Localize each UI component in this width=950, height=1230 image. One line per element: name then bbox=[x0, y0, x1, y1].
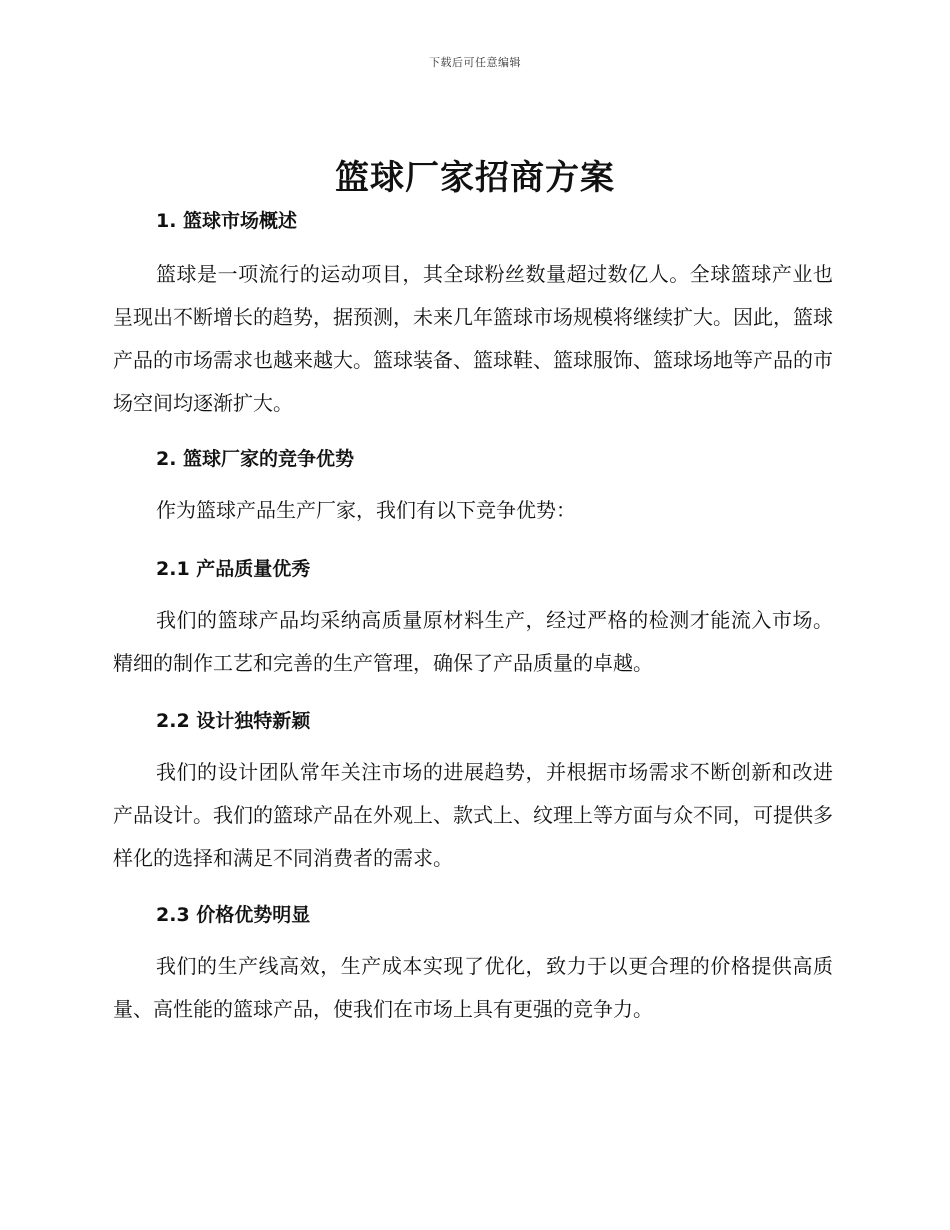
section-heading-2: 2. 篮球厂家的竞争优势 bbox=[156, 448, 355, 470]
document-title: 篮球厂家招商方案 bbox=[335, 158, 615, 198]
section-paragraph-2-2: 我们的设计团队常年关注市场的进展趋势，并根据市场需求不断创新和改进产品设计。我们的篮球产品在外观上、款式上、纹理上等方面与众不同，可提供多样化的选择和满足不同消费者的需求。 bbox=[113, 760, 833, 870]
section-paragraph-1: 篮球是一项流行的运动项目，其全球粉丝数量超过数亿人。全球篮球产业也呈现出不断增长的趋势，据预测，未来几年篮球市场规模将继续扩大。因此，篮球产品的市场需求也越来越大。篮球装备、篮球鞋、篮球服饰、篮球场地等产品的市场空间均逐渐扩大。 bbox=[113, 262, 833, 415]
section-heading-2-2: 2.2 设计独特新颖 bbox=[156, 710, 311, 732]
header-note: 下载后可任意编辑 bbox=[429, 56, 521, 69]
section-paragraph-2-1: 我们的篮球产品均采纳高质量原材料生产，经过严格的检测才能流入市场。精细的制作工艺和完善的生产管理，确保了产品质量的卓越。 bbox=[113, 608, 833, 675]
section-heading-2-1: 2.1 产品质量优秀 bbox=[156, 558, 311, 580]
section-heading-2-3: 2.3 价格优势明显 bbox=[156, 904, 311, 926]
section-paragraph-2-3: 我们的生产线高效，生产成本实现了优化，致力于以更合理的价格提供高质量、高性能的篮球产品，使我们在市场上具有更强的竞争力。 bbox=[113, 954, 833, 1021]
section-paragraph-2: 作为篮球产品生产厂家，我们有以下竞争优势： bbox=[156, 498, 576, 522]
section-heading-1: 1. 篮球市场概述 bbox=[156, 210, 298, 232]
